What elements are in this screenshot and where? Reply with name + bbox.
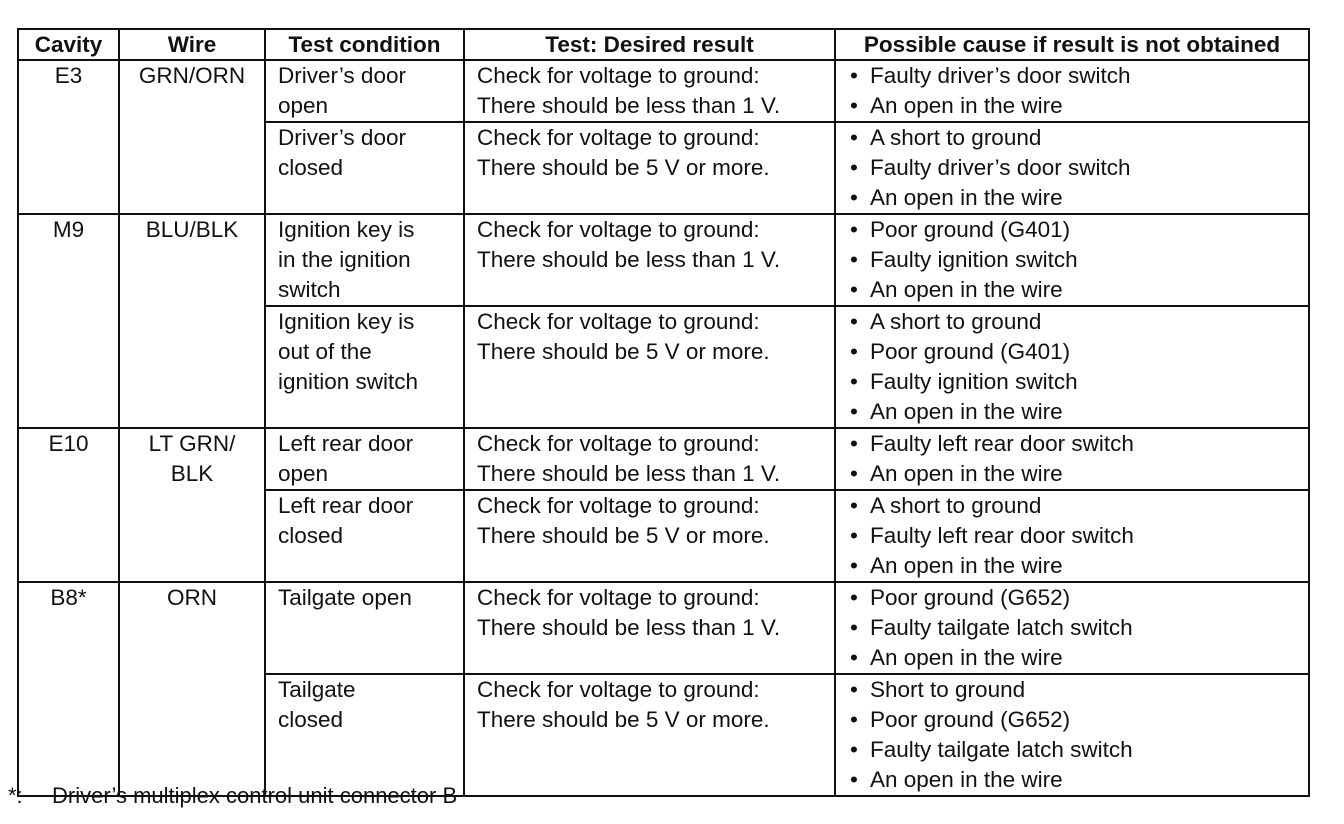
possible-cause-text: A short to ground xyxy=(870,125,1042,150)
possible-cause-text: An open in the wire xyxy=(870,185,1063,210)
possible-cause-item xyxy=(850,429,1302,459)
cavity-cell xyxy=(18,582,119,796)
possible-cause-text: An open in the wire xyxy=(870,645,1063,670)
cavity-value: E3 xyxy=(54,63,83,88)
header-test-desired-result: Test: Desired result xyxy=(464,29,835,60)
possible-cause-item xyxy=(850,215,1302,245)
table-row xyxy=(18,428,1309,490)
possible-cause-item xyxy=(850,521,1302,551)
bullet-icon: • xyxy=(850,339,858,364)
test-condition-line: open xyxy=(278,93,329,118)
test-condition-line: Tailgate xyxy=(278,677,356,702)
footnote xyxy=(8,782,457,810)
possible-cause-item xyxy=(850,765,1302,795)
desired-result-line: Check for voltage to ground: xyxy=(477,217,760,242)
possible-cause-text: An open in the wire xyxy=(870,461,1063,486)
test-condition-line: ignition switch xyxy=(278,369,419,394)
possible-cause-item xyxy=(850,307,1302,337)
test-condition-cell xyxy=(265,428,464,490)
diagnostic-table xyxy=(17,28,1310,797)
desired-result-cell xyxy=(464,490,835,582)
desired-result-cell xyxy=(464,122,835,214)
possible-cause-cell xyxy=(835,306,1309,428)
test-condition-line: Driver’s door xyxy=(278,63,406,88)
table-header-row xyxy=(18,29,1309,60)
desired-result-line: There should be less than 1 V. xyxy=(477,93,781,118)
cavity-cell xyxy=(18,60,119,214)
test-condition-line: switch xyxy=(278,277,341,302)
possible-cause-text: Poor ground (G401) xyxy=(870,217,1071,242)
possible-cause-item xyxy=(850,583,1302,613)
bullet-icon: • xyxy=(850,553,858,578)
wire-color: GRN/ORN xyxy=(138,63,246,88)
possible-cause-text: Faulty driver’s door switch xyxy=(870,155,1131,180)
desired-result-cell xyxy=(464,214,835,306)
bullet-icon: • xyxy=(850,767,858,792)
desired-result-line: There should be less than 1 V. xyxy=(477,247,781,272)
possible-cause-cell xyxy=(835,214,1309,306)
possible-cause-text: A short to ground xyxy=(870,493,1042,518)
bullet-icon: • xyxy=(850,155,858,180)
header-test-condition: Test condition xyxy=(265,29,464,60)
bullet-icon: • xyxy=(850,309,858,334)
possible-cause-text: Faulty ignition switch xyxy=(870,369,1078,394)
desired-result-line: Check for voltage to ground: xyxy=(477,309,760,334)
possible-cause-cell xyxy=(835,582,1309,674)
possible-cause-text: Faulty tailgate latch switch xyxy=(870,737,1133,762)
wire-cell xyxy=(119,214,265,428)
desired-result-cell xyxy=(464,60,835,122)
header-possible-cause: Possible cause if result is not obtained xyxy=(835,29,1309,60)
test-condition-cell xyxy=(265,582,464,674)
desired-result-line: There should be less than 1 V. xyxy=(477,615,781,640)
possible-cause-cell xyxy=(835,122,1309,214)
possible-cause-item xyxy=(850,245,1302,275)
cavity-cell xyxy=(18,428,119,582)
test-condition-line: out of the xyxy=(278,339,372,364)
possible-cause-item xyxy=(850,275,1302,305)
possible-cause-item xyxy=(850,337,1302,367)
possible-cause-text: Poor ground (G652) xyxy=(870,585,1071,610)
header-cavity: Cavity xyxy=(18,29,119,60)
possible-cause-text: An open in the wire xyxy=(870,553,1063,578)
desired-result-cell xyxy=(464,306,835,428)
possible-cause-item xyxy=(850,123,1302,153)
desired-result-line: There should be less than 1 V. xyxy=(477,461,781,486)
possible-cause-text: Faulty driver’s door switch xyxy=(870,63,1131,88)
wire-cell xyxy=(119,60,265,214)
test-condition-cell xyxy=(265,306,464,428)
desired-result-line: Check for voltage to ground: xyxy=(477,493,760,518)
possible-cause-item xyxy=(850,613,1302,643)
test-condition-line: closed xyxy=(278,707,344,732)
diagnostic-table-container xyxy=(17,28,1308,797)
test-condition-line: Ignition key is xyxy=(278,309,415,334)
possible-cause-item xyxy=(850,675,1302,705)
desired-result-line: There should be 5 V or more. xyxy=(477,523,770,548)
table-body xyxy=(18,60,1309,796)
possible-cause-cell xyxy=(835,60,1309,122)
desired-result-line: Check for voltage to ground: xyxy=(477,63,760,88)
test-condition-cell xyxy=(265,674,464,796)
possible-cause-item xyxy=(850,61,1302,91)
bullet-icon: • xyxy=(850,707,858,732)
bullet-icon: • xyxy=(850,645,858,670)
possible-cause-text: An open in the wire xyxy=(870,93,1063,118)
possible-cause-text: Poor ground (G652) xyxy=(870,707,1071,732)
bullet-icon: • xyxy=(850,217,858,242)
bullet-icon: • xyxy=(850,737,858,762)
possible-cause-item xyxy=(850,397,1302,427)
test-condition-line: closed xyxy=(278,523,344,548)
test-condition-line: Tailgate open xyxy=(278,585,412,610)
wire-color: ORN xyxy=(167,585,217,610)
possible-cause-text: Faulty left rear door switch xyxy=(870,523,1134,548)
cavity-value: B8* xyxy=(50,585,87,610)
test-condition-line: open xyxy=(278,461,329,486)
test-condition-cell xyxy=(265,60,464,122)
desired-result-cell xyxy=(464,582,835,674)
bullet-icon: • xyxy=(850,615,858,640)
possible-cause-item xyxy=(850,367,1302,397)
possible-cause-item xyxy=(850,705,1302,735)
bullet-icon: • xyxy=(850,125,858,150)
possible-cause-cell xyxy=(835,428,1309,490)
desired-result-cell xyxy=(464,428,835,490)
possible-cause-item xyxy=(850,643,1302,673)
bullet-icon: • xyxy=(850,93,858,118)
footnote-mark: *: xyxy=(8,783,23,808)
bullet-icon: • xyxy=(850,399,858,424)
test-condition-line: Driver’s door xyxy=(278,125,406,150)
table-row xyxy=(18,582,1309,674)
cavity-value: M9 xyxy=(52,217,85,242)
wire-color: LT GRN/ xyxy=(148,431,236,456)
possible-cause-text: Poor ground (G401) xyxy=(870,339,1071,364)
desired-result-line: There should be 5 V or more. xyxy=(477,155,770,180)
desired-result-line: There should be 5 V or more. xyxy=(477,339,770,364)
possible-cause-item xyxy=(850,491,1302,521)
wire-color: BLU/BLK xyxy=(145,217,239,242)
table-row xyxy=(18,214,1309,306)
bullet-icon: • xyxy=(850,247,858,272)
header-wire: Wire xyxy=(119,29,265,60)
desired-result-line: Check for voltage to ground: xyxy=(477,677,760,702)
bullet-icon: • xyxy=(850,277,858,302)
table-row xyxy=(18,60,1309,122)
wire-color: BLK xyxy=(170,461,214,486)
possible-cause-text: Faulty left rear door switch xyxy=(870,431,1134,456)
possible-cause-item xyxy=(850,459,1302,489)
desired-result-line: There should be 5 V or more. xyxy=(477,707,770,732)
possible-cause-text: Faulty ignition switch xyxy=(870,247,1078,272)
possible-cause-item xyxy=(850,735,1302,765)
possible-cause-text: Faulty tailgate latch switch xyxy=(870,615,1133,640)
bullet-icon: • xyxy=(850,493,858,518)
bullet-icon: • xyxy=(850,369,858,394)
test-condition-line: Left rear door xyxy=(278,493,414,518)
cavity-value: E10 xyxy=(48,431,89,456)
test-condition-line: closed xyxy=(278,155,344,180)
possible-cause-item xyxy=(850,183,1302,213)
bullet-icon: • xyxy=(850,185,858,210)
test-condition-cell xyxy=(265,490,464,582)
desired-result-line: Check for voltage to ground: xyxy=(477,585,760,610)
cavity-cell xyxy=(18,214,119,428)
possible-cause-item xyxy=(850,153,1302,183)
possible-cause-cell xyxy=(835,674,1309,796)
bullet-icon: • xyxy=(850,523,858,548)
bullet-icon: • xyxy=(850,431,858,456)
test-condition-cell xyxy=(265,122,464,214)
possible-cause-item xyxy=(850,551,1302,581)
possible-cause-text: A short to ground xyxy=(870,309,1042,334)
possible-cause-text: An open in the wire xyxy=(870,767,1063,792)
bullet-icon: • xyxy=(850,677,858,702)
bullet-icon: • xyxy=(850,63,858,88)
test-condition-cell xyxy=(265,214,464,306)
wire-cell xyxy=(119,582,265,796)
test-condition-line: Left rear door xyxy=(278,431,414,456)
test-condition-line: in the ignition xyxy=(278,247,411,272)
possible-cause-item xyxy=(850,91,1302,121)
possible-cause-text: An open in the wire xyxy=(870,277,1063,302)
possible-cause-text: An open in the wire xyxy=(870,399,1063,424)
bullet-icon: • xyxy=(850,461,858,486)
possible-cause-cell xyxy=(835,490,1309,582)
wire-cell xyxy=(119,428,265,582)
desired-result-line: Check for voltage to ground: xyxy=(477,431,760,456)
desired-result-line: Check for voltage to ground: xyxy=(477,125,760,150)
footnote-text: Driver’s multiplex control unit connector B xyxy=(52,783,458,808)
test-condition-line: Ignition key is xyxy=(278,217,415,242)
bullet-icon: • xyxy=(850,585,858,610)
desired-result-cell xyxy=(464,674,835,796)
possible-cause-text: Short to ground xyxy=(870,677,1026,702)
